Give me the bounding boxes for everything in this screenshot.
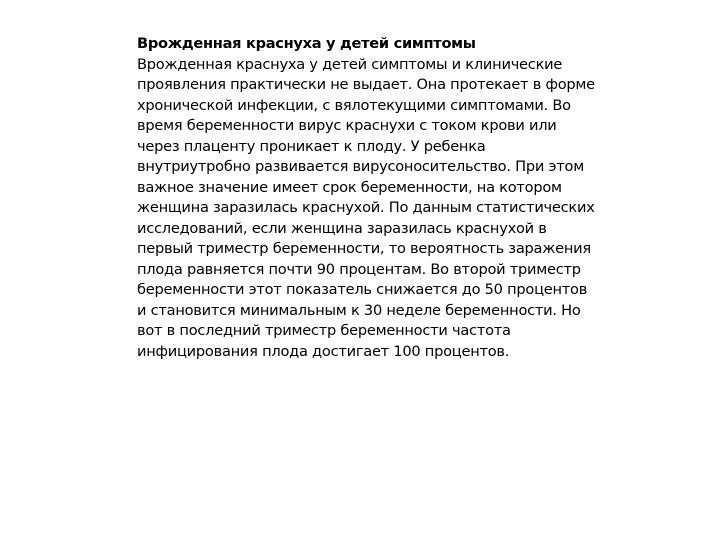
document-title: Врожденная краснуха у детей симптомы [137,35,476,52]
body-line: исследований, если женщина заразилась краснухой в [137,219,547,237]
body-line: инфицирования плода достигает 100 процентов. [137,342,510,360]
body-line: внутриутробно развивается вирусоносительство. При этом [137,158,584,175]
body-line: плода равняется почти 90 процентам. Во второй триместр [137,260,581,278]
body-line: женщина заразилась краснухой. По данным статистических [137,199,595,216]
body-line: вот в последний триместр беременности частота [137,322,511,339]
body-line: важное значение имеет срок беременности, на котором [137,178,562,196]
body-line: и становится минимальным к 30 неделе беременности. Но [137,301,581,319]
body-line: хронической инфекции, с вялотекущими симптомами. Во [137,96,571,114]
body-line: Врожденная краснуха у детей симптомы и клинические [137,55,563,73]
body-line: проявления практически не выдает. Она протекает в форме [137,76,595,93]
body-line: беременности этот показатель снижается до 50 процентов [137,281,588,298]
text-block [137,34,627,362]
body-line: время беременности вирус краснухи с током крови или [137,117,557,134]
body-line: через плаценту проникает к плоду. У ребенка [137,137,486,155]
body-line: первый триместр беременности, то вероятность заражения [137,240,591,257]
